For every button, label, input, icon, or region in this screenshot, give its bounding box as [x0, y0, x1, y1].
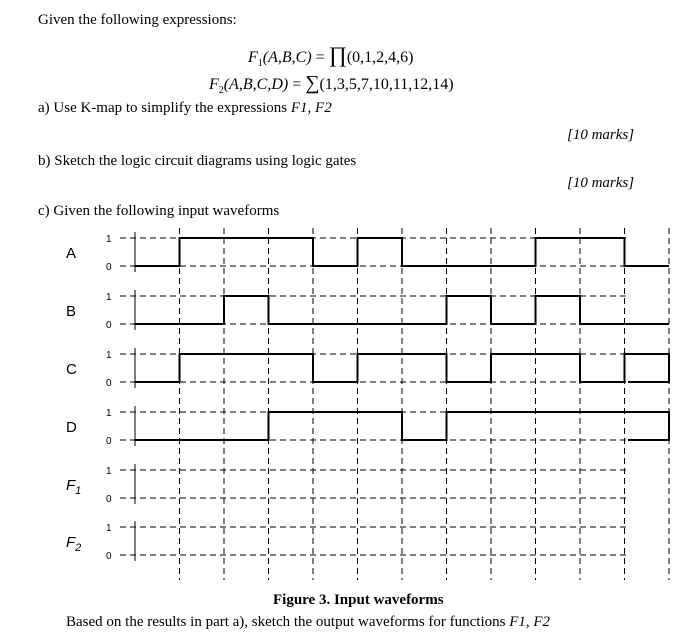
- f2-sub: 2: [218, 85, 224, 97]
- part-c-question: c) Given the following input waveforms: [38, 203, 280, 219]
- signal-label-c: C: [66, 361, 77, 378]
- intro-text: Given the following expressions:: [38, 12, 237, 28]
- level-high-label: 1: [106, 408, 112, 419]
- level-high-label: 1: [106, 523, 112, 534]
- closing-functions: F1, F2: [509, 614, 551, 630]
- f2-terms: (1,3,5,7,10,11,12,14): [319, 76, 454, 93]
- signal-label-b: B: [66, 303, 77, 320]
- f2-eq: =: [288, 76, 306, 93]
- closing-text: Based on the results in part a), sketch the output waveforms for functions: [66, 614, 510, 630]
- f1-lhs: F: [248, 49, 258, 66]
- level-low-label: 0: [106, 551, 112, 562]
- closing-question: [66, 614, 550, 631]
- signal-label-a: A: [66, 245, 77, 262]
- level-high-label: 1: [106, 466, 112, 477]
- waveform-d: [135, 412, 669, 440]
- f1-args: (A,B,C): [262, 49, 312, 66]
- figure-caption: Figure 3. Input waveforms: [273, 592, 444, 608]
- product-symbol: ∏: [328, 42, 347, 67]
- signal-label-f2: $F_2$: [66, 534, 82, 554]
- part-a-functions: F1, F2: [290, 100, 332, 116]
- part-a-marks: [10 marks]: [567, 127, 635, 143]
- f2-args: (A,B,C,D): [223, 76, 289, 93]
- level-low-label: 0: [106, 320, 112, 331]
- signal-label-d: D: [66, 419, 77, 436]
- level-high-label: 1: [106, 292, 112, 303]
- level-low-label: 0: [106, 262, 112, 273]
- part-b-marks: [10 marks]: [567, 175, 635, 191]
- f1-eq: =: [311, 49, 329, 66]
- waveform-a: [135, 238, 669, 266]
- f1-sub: 1: [257, 58, 263, 70]
- part-b-question: b) Sketch the logic circuit diagrams using logic gates: [38, 153, 357, 169]
- level-high-label: 1: [106, 234, 112, 245]
- level-low-label: 0: [106, 436, 112, 447]
- part-a-text: a) Use K-map to simplify the expressions: [38, 100, 291, 116]
- level-high-label: 1: [106, 350, 112, 361]
- f1-terms: (0,1,2,4,6): [346, 49, 414, 66]
- level-low-label: 0: [106, 378, 112, 389]
- signal-label-f1: $F_1$: [66, 477, 82, 497]
- level-low-label: 0: [106, 494, 112, 505]
- f2-lhs: F: [209, 76, 219, 93]
- sum-symbol: ∑: [305, 72, 320, 94]
